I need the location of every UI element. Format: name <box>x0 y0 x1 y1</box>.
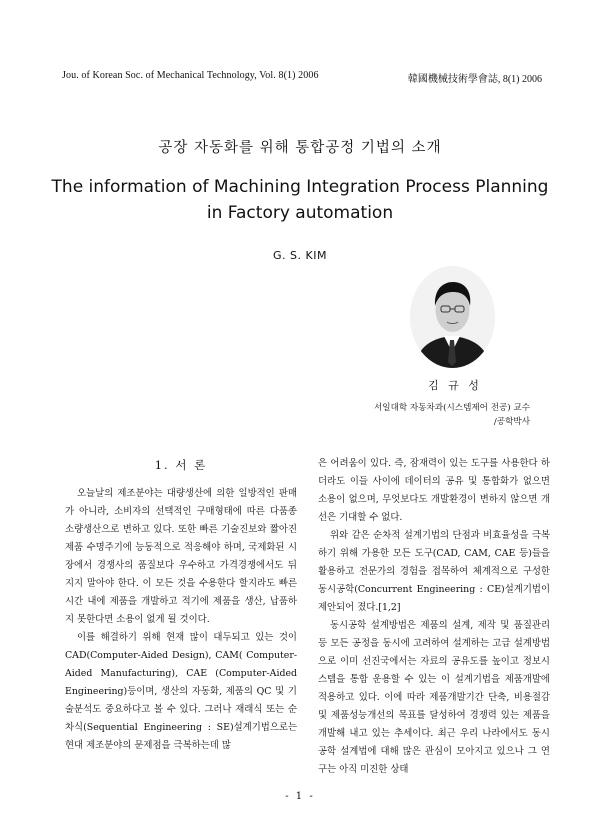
affiliation-line-1: 서일대학 자동차과(시스템제어 전공) 교수 <box>373 403 530 413</box>
author-name-english: G. S. KIM <box>273 249 327 262</box>
paragraph: 이를 해결하기 위해 현재 많이 대두되고 있는 것이 CAD(Computer-Aided Design), CAM( Computer-Aided Manufacturing), CAE (Computer-Aided Engineering)등이며, 생산의 자동화, 제품의 QC 및 기술분석도 중요하다고 볼 수 있다. 그러나 재래식 또는 순차식(Sequential Engineering : SE)설계기법으로는 현대 제조분야의 문제점을 극복하는데 많 <box>65 632 297 751</box>
paragraph: 위와 같은 순차적 설계기법의 단점과 비효율성을 극복하기 위해 가용한 모든 도구(CAD, CAM, CAE 등)들을 활용하고 전문가의 경험을 접목하여 체계적으로 구성한 동시공학(Concurrent Engineering : CE)설계기법이 제안되어 졌다.[1,2] <box>318 530 550 613</box>
paragraph: 동시공학 설계방법은 제품의 설계, 제작 및 품질관리 등 모든 공정을 동시에 고려하여 설계하는 고급 설계방법으로 이미 선진국에서는 자료의 공유도를 높이고 정보시스템을 통합 운용할 수 있는 이 설계기법을 제품개발에 적용하고 있다. 이에 따라 제품개발기간 단축, 비용절감 및 제품성능개선의 목표를 달성하여 경쟁력 있는 제품을 개발해 내고 있는 추세이다. 최근 우리 나라에서도 동시공학 설계법에 대해 많은 관심이 모아지고 있으나 그 연구는 아직 미진한 상태 <box>318 620 550 775</box>
paragraph: 오늘날의 제조분야는 대량생산에 의한 일방적인 판매가 아니라, 소비자의 선택적인 구매형태에 따른 다품종 소량생산으로 변하고 있다. 또한 빠른 기술진보와 짧아진 제품 수명주기에 능동적으로 적응해야 하며, 국제화된 시장에서 경쟁사의 품질보다 우수하고 가격경쟁에서도 뒤지지 말아야 한다. 이 모든 것을 수용한다 할지라도 빠른 시간 내에 제품을 개발하고 적기에 제품을 생산, 납품하지 못한다면 소용이 없게 될 것이다. <box>65 488 297 625</box>
journal-header-english: Jou. of Korean Soc. of Mechanical Technology, Vol. 8(1) 2006 <box>62 70 319 81</box>
author-portrait-icon <box>410 266 495 368</box>
author-name-korean: 김 규 성 <box>428 379 482 392</box>
body-column-right <box>318 455 550 779</box>
author-affiliation <box>330 401 530 429</box>
title-korean: 공장 자동화를 위해 통합공정 기법의 소개 <box>158 140 442 156</box>
page-number: - 1 - <box>285 791 315 802</box>
section-title-introduction: 1. 서 론 <box>154 458 208 472</box>
body-column-left <box>65 485 297 755</box>
paragraph: 은 어려움이 있다. 즉, 잠재력이 있는 도구를 사용한다 하더라도 이들 사이에 데이터의 공유 및 통합화가 없으면 소용이 없으며, 무엇보다도 개발환경이 변하지 않으면 개선은 기대할 수 없다. <box>318 458 550 523</box>
journal-header-korean: 韓國機械技術學會誌, 8(1) 2006 <box>407 74 542 85</box>
title-english-line-1: The information of Machining Integration Process Planning <box>51 177 549 197</box>
affiliation-line-2: /공학박사 <box>493 417 530 427</box>
author-photo <box>410 266 495 368</box>
title-english-line-2: in Factory automation <box>206 203 394 223</box>
title-english <box>30 174 570 226</box>
